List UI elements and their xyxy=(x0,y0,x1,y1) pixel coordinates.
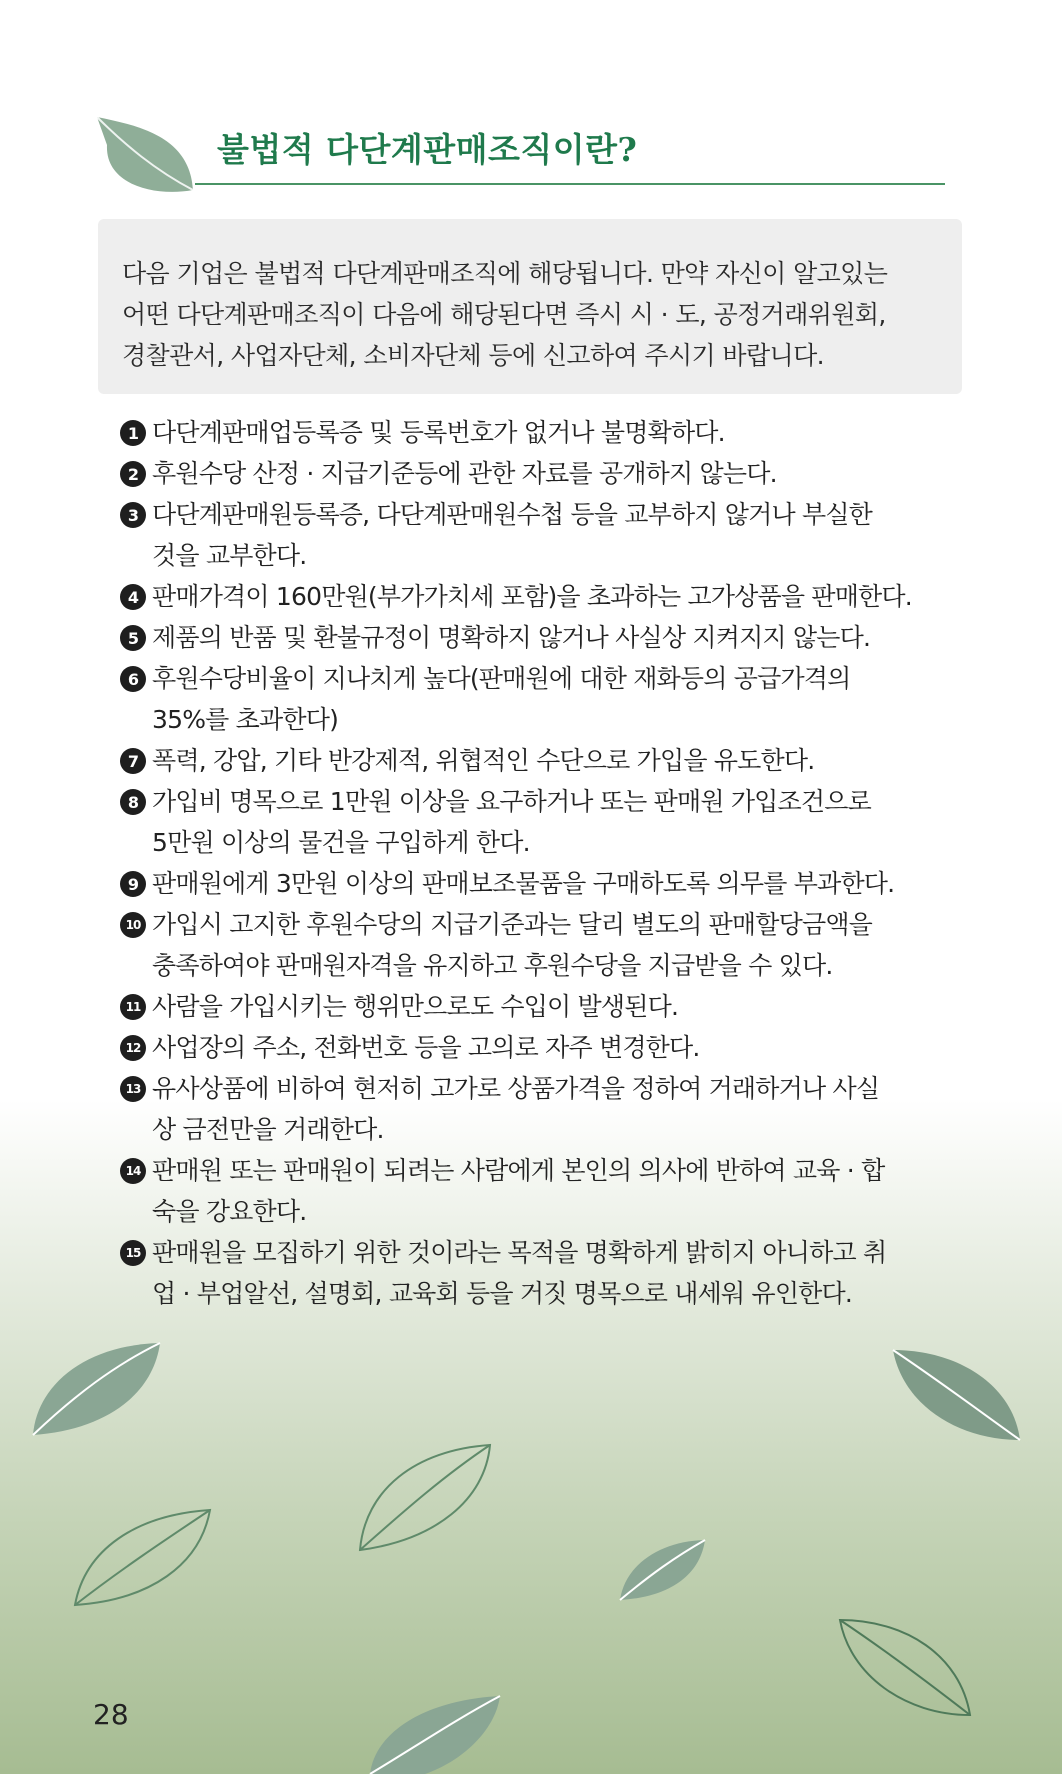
leaf-icon xyxy=(365,1692,505,1774)
leaf-icon xyxy=(835,1615,975,1720)
leaf-icon xyxy=(25,1335,165,1440)
item-number-badge: 11 xyxy=(120,994,146,1020)
criteria-item xyxy=(120,781,945,863)
criteria-line: 사업장의 주소, 전화번호 등을 고의로 자주 변경한다. xyxy=(152,1033,700,1062)
page-number: 28 xyxy=(93,1698,129,1731)
notice-line: 어떤 다단계판매조직이 다음에 해당된다면 즉시 시 · 도, 공정거래위원회, xyxy=(122,300,886,329)
criteria-item xyxy=(120,1232,945,1314)
item-number-badge: 2 xyxy=(120,461,146,487)
notice-line: 경찰관서, 사업자단체, 소비자단체 등에 신고하여 주시기 바랍니다. xyxy=(122,341,824,370)
item-number-badge: 3 xyxy=(120,502,146,528)
criteria-line: 후원수당비율이 지나치게 높다(판매원에 대한 재화등의 공급가격의 xyxy=(152,664,851,693)
title-underline xyxy=(195,183,945,185)
criteria-line: 다단계판매원등록증, 다단계판매원수첩 등을 교부하지 않거나 부실한 xyxy=(152,500,873,529)
criteria-item xyxy=(120,863,945,904)
criteria-text xyxy=(152,1068,879,1150)
criteria-list xyxy=(120,412,945,1314)
section-header xyxy=(95,110,945,210)
item-number-badge: 9 xyxy=(120,871,146,897)
criteria-text xyxy=(152,1150,884,1232)
leaf-icon xyxy=(888,1345,1028,1445)
item-number-badge: 5 xyxy=(120,625,146,651)
criteria-text xyxy=(152,576,912,617)
leaf-icon xyxy=(615,1535,710,1605)
item-number-badge: 1 xyxy=(120,420,146,446)
criteria-text xyxy=(152,986,678,1027)
item-number-badge: 14 xyxy=(120,1158,146,1184)
criteria-text xyxy=(152,412,725,453)
criteria-line: 제품의 반품 및 환불규정이 명확하지 않거나 사실상 지켜지지 않는다. xyxy=(152,623,871,652)
criteria-line: 판매원을 모집하기 위한 것이라는 목적을 명확하게 밝히지 아니하고 취 xyxy=(152,1238,887,1267)
criteria-text xyxy=(152,658,851,740)
criteria-text xyxy=(152,740,814,781)
leaf-icon xyxy=(355,1440,495,1555)
item-number-badge: 10 xyxy=(120,912,146,938)
criteria-item xyxy=(120,658,945,740)
criteria-line: 가입비 명목으로 1만원 이상을 요구하거나 또는 판매원 가입조건으로 xyxy=(152,787,871,816)
criteria-line: 판매원에게 3만원 이상의 판매보조물품을 구매하도록 의무를 부과한다. xyxy=(152,869,895,898)
criteria-line: 업 · 부업알선, 설명회, 교육회 등을 거짓 명목으로 내세워 유인한다. xyxy=(152,1279,853,1308)
criteria-line: 유사상품에 비하여 현저히 고가로 상품가격을 정하여 거래하거나 사실 xyxy=(152,1074,880,1103)
criteria-text xyxy=(152,904,872,986)
criteria-line: 다단계판매업등록증 및 등록번호가 없거나 불명확하다. xyxy=(152,418,725,447)
item-number-badge: 13 xyxy=(120,1076,146,1102)
criteria-text xyxy=(152,781,871,863)
criteria-line: 상 금전만을 거래한다. xyxy=(152,1115,384,1144)
criteria-line: 숙을 강요한다. xyxy=(152,1197,307,1226)
item-number-badge: 15 xyxy=(120,1240,146,1266)
criteria-text xyxy=(152,617,870,658)
criteria-item xyxy=(120,412,945,453)
criteria-text xyxy=(152,863,894,904)
criteria-item xyxy=(120,1027,945,1068)
criteria-line: 35%를 초과한다) xyxy=(152,705,339,734)
criteria-line: 충족하여야 판매원자격을 유지하고 후원수당을 지급받을 수 있다. xyxy=(152,951,833,980)
criteria-item xyxy=(120,576,945,617)
criteria-text xyxy=(152,494,872,576)
criteria-line: 후원수당 산정 · 지급기준등에 관한 자료를 공개하지 않는다. xyxy=(152,459,777,488)
criteria-item xyxy=(120,986,945,1027)
criteria-text xyxy=(152,1027,700,1068)
criteria-line: 것을 교부한다. xyxy=(152,541,307,570)
criteria-line: 판매가격이 160만원(부가가치세 포함)을 초과하는 고가상품을 판매한다. xyxy=(152,582,912,611)
page-title: 불법적 다단계판매조직이란? xyxy=(217,130,638,169)
criteria-line: 폭력, 강압, 기타 반강제적, 위협적인 수단으로 가입을 유도한다. xyxy=(152,746,815,775)
item-number-badge: 6 xyxy=(120,666,146,692)
leaf-icon xyxy=(70,1505,215,1610)
criteria-line: 가입시 고지한 후원수당의 지급기준과는 달리 별도의 판매할당금액을 xyxy=(152,910,873,939)
notice-box xyxy=(98,219,962,394)
item-number-badge: 12 xyxy=(120,1035,146,1061)
criteria-item xyxy=(120,1150,945,1232)
item-number-badge: 4 xyxy=(120,584,146,610)
notice-line: 다음 기업은 불법적 다단계판매조직에 해당됩니다. 만약 자신이 알고있는 xyxy=(122,259,888,288)
leaf-icon xyxy=(95,115,205,205)
criteria-item xyxy=(120,453,945,494)
item-number-badge: 8 xyxy=(120,789,146,815)
criteria-text xyxy=(152,453,777,494)
criteria-line: 5만원 이상의 물건을 구입하게 한다. xyxy=(152,828,530,857)
criteria-item xyxy=(120,904,945,986)
criteria-item xyxy=(120,740,945,781)
criteria-item xyxy=(120,1068,945,1150)
criteria-line: 사람을 가입시키는 행위만으로도 수입이 발생된다. xyxy=(152,992,679,1021)
criteria-text xyxy=(152,1232,886,1314)
criteria-item xyxy=(120,494,945,576)
item-number-badge: 7 xyxy=(120,748,146,774)
criteria-line: 판매원 또는 판매원이 되려는 사람에게 본인의 의사에 반하여 교육 · 합 xyxy=(152,1156,885,1185)
criteria-item xyxy=(120,617,945,658)
